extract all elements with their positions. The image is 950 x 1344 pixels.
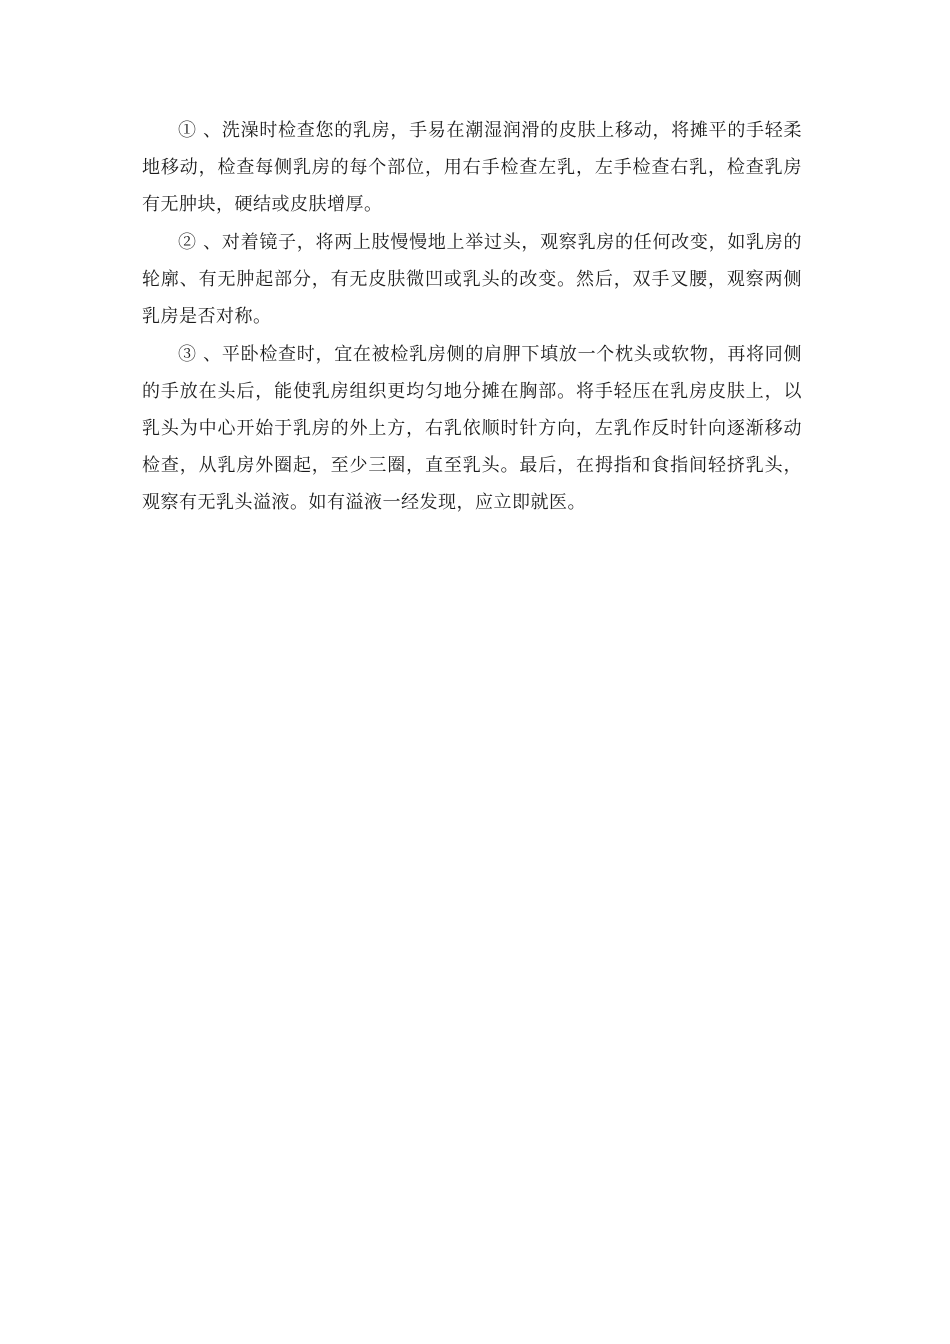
document-body [142, 112, 802, 522]
paragraph-lying-check: ③ 、平卧检查时，宜在被检乳房侧的肩胛下填放一个枕头或软物，再将同侧的手放在头后，能使乳房组织更均匀地分摊在胸部。将手轻压在乳房皮肤上，以乳头为中心开始于乳房的外上方，右乳依顺时针方向，左乳作反时针向逐渐移动检查，从乳房外圈起，至少三圈，直至乳头。最后，在拇指和食指间轻挤乳头，观察有无乳头溢液。如有溢液一经发现，应立即就医。 [142, 344, 802, 513]
paragraph-shower-check: ① 、洗澡时检查您的乳房，手易在潮湿润滑的皮肤上移动，将摊平的手轻柔地移动，检查每侧乳房的每个部位，用右手检查左乳，左手检查右乳，检查乳房有无肿块，硬结或皮肤增厚。 [142, 120, 802, 215]
paragraph-mirror-check: ② 、对着镜子，将两上肢慢慢地上举过头，观察乳房的任何改变，如乳房的轮廓、有无肿起部分，有无皮肤微凹或乳头的改变。然后，双手叉腰，观察两侧乳房是否对称。 [142, 232, 802, 327]
